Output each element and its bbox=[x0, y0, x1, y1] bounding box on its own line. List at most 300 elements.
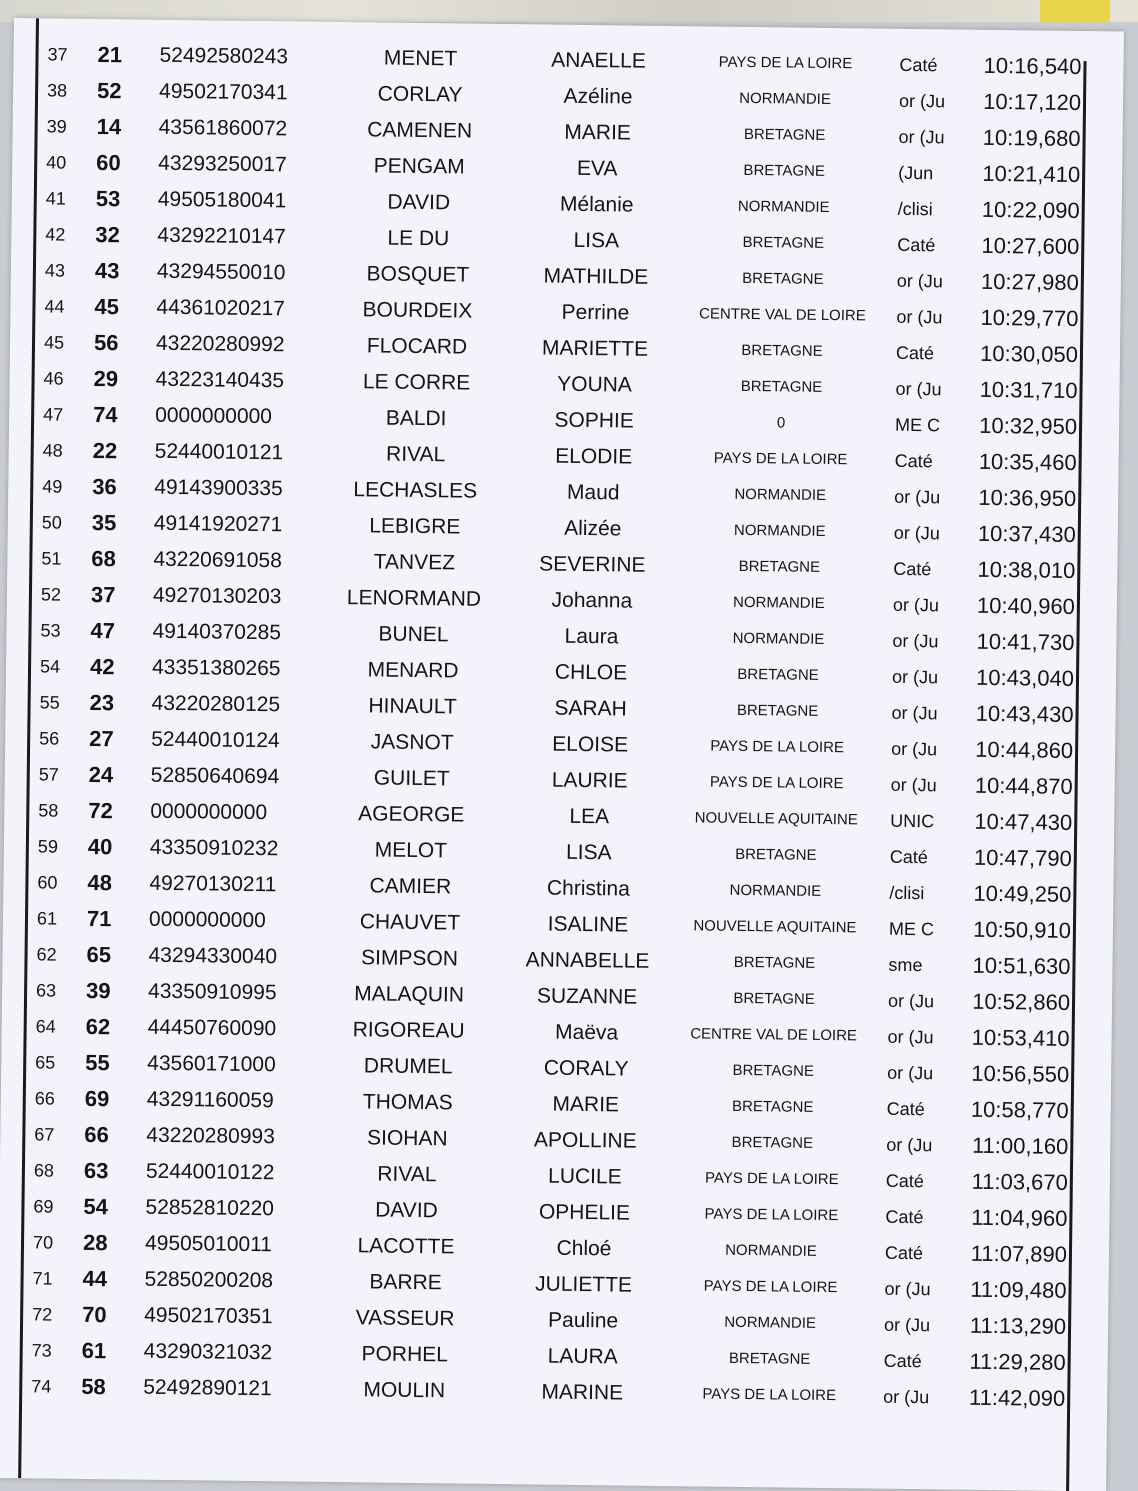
last-name-cell: LE CORRE bbox=[362, 370, 471, 395]
time-cell: 11:04,960 bbox=[971, 1204, 1068, 1231]
license-number-cell: 52850200208 bbox=[144, 1267, 274, 1293]
time-cell: 11:03,670 bbox=[971, 1168, 1069, 1195]
license-number-cell: 44361020217 bbox=[156, 295, 286, 321]
bib-number-cell: 71 bbox=[86, 905, 112, 932]
first-name-cell: MARIETTE bbox=[541, 336, 649, 361]
category-cell: ME C bbox=[888, 918, 935, 940]
bib-number-cell: 21 bbox=[97, 42, 123, 68]
last-name-cell: LENORMAND bbox=[346, 586, 482, 611]
category-cell: Caté bbox=[884, 1242, 924, 1264]
license-number-cell: 43220280125 bbox=[151, 691, 281, 717]
region-cell: NORMANDIE bbox=[729, 881, 822, 900]
region-cell: BRETAGNE bbox=[728, 1349, 811, 1368]
category-cell: Caté bbox=[883, 1350, 922, 1372]
category-cell: or (Ju bbox=[892, 630, 939, 652]
first-name-cell: MARIE bbox=[552, 1092, 620, 1117]
category-cell: or (Ju bbox=[892, 594, 940, 616]
last-name-cell: MALAQUIN bbox=[354, 982, 465, 1007]
license-number-cell: 52850640694 bbox=[150, 763, 280, 789]
first-name-cell: Johanna bbox=[551, 588, 633, 613]
last-name-cell: BOURDEIX bbox=[362, 298, 473, 323]
last-name-cell: MOULIN bbox=[363, 1378, 446, 1403]
time-cell: 11:42,090 bbox=[968, 1384, 1066, 1411]
region-cell: NORMANDIE bbox=[737, 197, 830, 216]
category-cell: Caté bbox=[894, 450, 933, 472]
category-cell: Caté bbox=[893, 558, 932, 580]
rank-cell: 53 bbox=[40, 620, 61, 641]
bib-number-cell: 72 bbox=[88, 797, 113, 824]
category-cell: or (Ju bbox=[891, 702, 938, 724]
license-number-cell: 0000000000 bbox=[155, 403, 273, 429]
time-cell: 11:29,280 bbox=[969, 1348, 1066, 1375]
license-number-cell: 49141920271 bbox=[153, 511, 283, 537]
last-name-cell: LE DU bbox=[387, 226, 450, 251]
category-cell: Caté bbox=[889, 846, 928, 868]
rank-cell: 57 bbox=[38, 764, 59, 785]
rank-cell: 41 bbox=[45, 188, 66, 209]
rank-cell: 44 bbox=[44, 296, 65, 317]
category-cell: or (Ju bbox=[887, 1062, 934, 1084]
last-name-cell: CORLAY bbox=[377, 82, 463, 107]
rank-cell: 63 bbox=[36, 980, 57, 1001]
bib-number-cell: 24 bbox=[88, 761, 114, 788]
last-name-cell: LEBIGRE bbox=[369, 514, 461, 539]
license-number-cell: 49270130211 bbox=[149, 871, 277, 897]
category-cell: (Jun bbox=[898, 162, 934, 184]
background-poster-strip bbox=[0, 0, 1138, 22]
last-name-cell: BALDI bbox=[385, 406, 447, 431]
category-cell: Caté bbox=[886, 1098, 925, 1120]
category-cell: or (Ju bbox=[887, 990, 935, 1012]
rank-cell: 51 bbox=[41, 548, 62, 569]
time-cell: 10:27,600 bbox=[981, 232, 1080, 260]
bib-number-cell: 68 bbox=[91, 545, 117, 572]
region-cell: BRETAGNE bbox=[738, 557, 821, 576]
first-name-cell: OPHELIE bbox=[538, 1200, 631, 1225]
rank-cell: 68 bbox=[33, 1160, 55, 1181]
time-cell: 10:49,250 bbox=[973, 880, 1072, 907]
license-number-cell: 43291160059 bbox=[146, 1087, 274, 1113]
region-cell: PAYS DE LA LOIRE bbox=[718, 53, 853, 73]
category-cell: or (Ju bbox=[896, 306, 943, 328]
time-cell: 10:16,540 bbox=[983, 52, 1082, 80]
rank-cell: 54 bbox=[39, 656, 61, 677]
license-number-cell: 49140370285 bbox=[152, 619, 282, 645]
time-cell: 10:32,950 bbox=[979, 412, 1078, 440]
bib-number-cell: 53 bbox=[95, 186, 121, 212]
rank-cell: 61 bbox=[36, 908, 58, 929]
license-number-cell: 0000000000 bbox=[150, 799, 268, 825]
rank-cell: 66 bbox=[34, 1088, 55, 1109]
time-cell: 10:41,730 bbox=[976, 628, 1075, 656]
license-number-cell: 43220691058 bbox=[153, 547, 283, 573]
time-cell: 10:47,430 bbox=[974, 808, 1073, 835]
last-name-cell: PORHEL bbox=[361, 1342, 449, 1367]
region-cell: PAYS DE LA LOIRE bbox=[710, 737, 845, 757]
last-name-cell: BARRE bbox=[369, 1270, 442, 1295]
time-cell: 10:27,980 bbox=[980, 268, 1080, 296]
time-cell: 10:17,120 bbox=[983, 88, 1082, 116]
category-cell: or (Ju bbox=[883, 1386, 930, 1408]
license-number-cell: 44450760090 bbox=[147, 1015, 277, 1041]
time-cell: 10:44,870 bbox=[974, 772, 1073, 799]
results-table bbox=[0, 36, 1124, 1417]
time-cell: 10:44,860 bbox=[975, 736, 1074, 763]
bib-number-cell: 45 bbox=[94, 294, 120, 320]
license-number-cell: 52440010124 bbox=[151, 727, 280, 753]
time-cell: 11:09,480 bbox=[970, 1276, 1067, 1303]
first-name-cell: SOPHIE bbox=[554, 408, 634, 433]
license-number-cell: 43351380265 bbox=[151, 655, 281, 681]
rank-cell: 64 bbox=[35, 1016, 56, 1037]
license-number-cell: 49505180041 bbox=[157, 187, 287, 213]
license-number-cell: 52440010121 bbox=[154, 439, 284, 465]
time-cell: 10:38,010 bbox=[977, 556, 1076, 584]
region-cell: BRETAGNE bbox=[742, 269, 824, 288]
first-name-cell: MARIE bbox=[564, 120, 632, 145]
category-cell: or (Ju bbox=[884, 1278, 931, 1300]
category-cell: Caté bbox=[885, 1170, 925, 1192]
rank-cell: 65 bbox=[35, 1052, 56, 1073]
category-cell: ME C bbox=[894, 414, 941, 436]
category-cell: Caté bbox=[895, 342, 935, 364]
last-name-cell: BOSQUET bbox=[366, 262, 470, 287]
last-name-cell: FLOCARD bbox=[366, 334, 468, 359]
last-name-cell: MELOT bbox=[374, 838, 448, 863]
first-name-cell: APOLLINE bbox=[533, 1128, 637, 1153]
rank-cell: 69 bbox=[33, 1196, 54, 1217]
last-name-cell: PENGAM bbox=[373, 154, 465, 179]
time-cell: 10:35,460 bbox=[978, 448, 1077, 476]
region-cell: BRETAGNE bbox=[732, 1061, 814, 1080]
bib-number-cell: 55 bbox=[85, 1049, 110, 1076]
license-number-cell: 49502170341 bbox=[158, 79, 288, 105]
license-number-cell: 52492580243 bbox=[159, 43, 289, 69]
rank-cell: 58 bbox=[38, 800, 59, 821]
category-cell: /clisi bbox=[897, 198, 933, 220]
time-cell: 10:29,770 bbox=[980, 304, 1079, 332]
bib-number-cell: 69 bbox=[84, 1085, 110, 1112]
rank-cell: 43 bbox=[44, 260, 66, 281]
category-cell: or (Ju bbox=[891, 738, 938, 760]
region-cell: BRETAGNE bbox=[733, 989, 815, 1008]
region-cell: NORMANDIE bbox=[739, 89, 831, 108]
last-name-cell: LACOTTE bbox=[357, 1234, 455, 1259]
time-cell: 10:50,910 bbox=[972, 916, 1072, 943]
region-cell: BRETAGNE bbox=[742, 233, 825, 252]
last-name-cell: AGEORGE bbox=[358, 802, 465, 827]
category-cell: or (Ju bbox=[887, 1026, 934, 1048]
license-number-cell: 52492890121 bbox=[143, 1375, 272, 1401]
last-name-cell: DAVID bbox=[387, 190, 451, 215]
license-number-cell: 49502170351 bbox=[144, 1303, 273, 1329]
rank-cell: 70 bbox=[32, 1232, 54, 1253]
region-cell: NORMANDIE bbox=[732, 629, 825, 648]
first-name-cell: Maud bbox=[566, 480, 620, 505]
category-cell: or (Ju bbox=[898, 126, 945, 148]
region-cell: NORMANDIE bbox=[734, 485, 827, 504]
first-name-cell: ANNABELLE bbox=[525, 948, 650, 973]
bib-number-cell: 28 bbox=[82, 1229, 108, 1256]
last-name-cell: DRUMEL bbox=[363, 1054, 453, 1079]
bib-number-cell: 37 bbox=[90, 581, 116, 608]
last-name-cell: CAMIER bbox=[369, 874, 452, 899]
first-name-cell: SEVERINE bbox=[539, 552, 646, 577]
region-cell: BRETAGNE bbox=[736, 701, 819, 720]
bib-number-cell: 63 bbox=[83, 1157, 109, 1184]
first-name-cell: ELODIE bbox=[555, 444, 633, 469]
time-cell: 11:07,890 bbox=[970, 1240, 1068, 1267]
last-name-cell: CAMENEN bbox=[367, 118, 473, 143]
first-name-cell: YOUNA bbox=[557, 372, 633, 397]
region-cell: 0 bbox=[776, 414, 786, 432]
time-cell: 11:13,290 bbox=[969, 1312, 1067, 1339]
license-number-cell: 43294330040 bbox=[148, 943, 278, 969]
license-number-cell: 43292210147 bbox=[157, 223, 286, 249]
license-number-cell: 43223140435 bbox=[155, 367, 285, 393]
category-cell: or (Ju bbox=[883, 1314, 931, 1336]
time-cell: 10:30,050 bbox=[979, 340, 1079, 368]
first-name-cell: ISALINE bbox=[547, 912, 629, 937]
time-cell: 10:43,430 bbox=[975, 700, 1074, 727]
category-cell: or (Ju bbox=[896, 270, 943, 292]
last-name-cell: RIGOREAU bbox=[352, 1018, 465, 1043]
region-cell: BRETAGNE bbox=[737, 665, 819, 684]
license-number-cell: 43561860072 bbox=[158, 115, 288, 141]
bib-number-cell: 74 bbox=[93, 401, 118, 428]
time-cell: 10:36,950 bbox=[978, 484, 1077, 512]
category-cell: or (Ju bbox=[893, 522, 940, 544]
time-cell: 10:19,680 bbox=[982, 124, 1081, 152]
time-cell: 10:58,770 bbox=[970, 1096, 1069, 1123]
category-cell: or (Ju bbox=[886, 1134, 933, 1156]
region-cell: CENTRE VAL DE LOIRE bbox=[698, 305, 866, 325]
last-name-cell: MENET bbox=[383, 46, 458, 71]
license-number-cell: 43220280993 bbox=[146, 1123, 275, 1149]
license-number-cell: 43293250017 bbox=[158, 151, 287, 177]
rank-cell: 60 bbox=[37, 872, 58, 893]
rank-cell: 62 bbox=[36, 944, 57, 965]
rank-cell: 42 bbox=[45, 224, 66, 245]
bib-number-cell: 35 bbox=[91, 509, 117, 536]
region-cell: PAYS DE LA LOIRE bbox=[703, 1277, 838, 1297]
bib-number-cell: 62 bbox=[85, 1013, 111, 1040]
bib-number-cell: 61 bbox=[81, 1337, 107, 1364]
first-name-cell: Chloé bbox=[556, 1236, 612, 1261]
time-cell: 10:53,410 bbox=[971, 1024, 1070, 1051]
rank-cell: 52 bbox=[40, 584, 62, 605]
rank-cell: 40 bbox=[46, 152, 67, 173]
first-name-cell: ELOISE bbox=[552, 732, 629, 757]
bib-number-cell: 60 bbox=[96, 150, 121, 176]
last-name-cell: DAVID bbox=[375, 1198, 438, 1223]
first-name-cell: CHLOE bbox=[554, 660, 628, 685]
time-cell: 10:47,790 bbox=[973, 844, 1072, 871]
license-number-cell: 43560171000 bbox=[147, 1051, 276, 1077]
first-name-cell: Perrine bbox=[561, 300, 630, 325]
rank-cell: 46 bbox=[43, 368, 64, 389]
first-name-cell: Pauline bbox=[547, 1308, 619, 1333]
first-name-cell: Christina bbox=[546, 876, 630, 901]
bib-number-cell: 43 bbox=[94, 258, 120, 284]
bib-number-cell: 39 bbox=[85, 977, 111, 1004]
time-cell: 10:22,090 bbox=[981, 196, 1080, 224]
time-cell: 10:21,410 bbox=[982, 160, 1081, 188]
bib-number-cell: 70 bbox=[82, 1301, 107, 1328]
last-name-cell: MENARD bbox=[367, 658, 459, 683]
first-name-cell: LEA bbox=[569, 804, 610, 829]
region-cell: NOUVELLE AQUITAINE bbox=[694, 809, 858, 829]
region-cell: CENTRE VAL DE LOIRE bbox=[690, 1025, 858, 1045]
category-cell: or (Ju bbox=[894, 486, 941, 508]
license-number-cell: 43290321032 bbox=[143, 1339, 273, 1365]
region-cell: PAYS DE LA LOIRE bbox=[704, 1205, 839, 1225]
license-number-cell: 49143900335 bbox=[154, 475, 283, 501]
region-cell: BRETAGNE bbox=[740, 377, 823, 396]
region-cell: PAYS DE LA LOIRE bbox=[702, 1385, 837, 1405]
first-name-cell: LISA bbox=[573, 228, 620, 253]
first-name-cell: MARINE bbox=[541, 1380, 624, 1405]
last-name-cell: HINAULT bbox=[368, 694, 457, 719]
rank-cell: 55 bbox=[39, 692, 60, 713]
time-cell: 10:40,960 bbox=[976, 592, 1076, 620]
time-cell: 10:56,550 bbox=[971, 1060, 1070, 1087]
rank-cell: 38 bbox=[46, 80, 68, 101]
region-cell: BRETAGNE bbox=[735, 845, 817, 864]
first-name-cell: Azéline bbox=[563, 84, 633, 109]
first-name-cell: LUCILE bbox=[547, 1164, 622, 1189]
time-cell: 10:52,860 bbox=[972, 988, 1071, 1015]
first-name-cell: JULIETTE bbox=[534, 1272, 633, 1297]
first-name-cell: ANAELLE bbox=[551, 48, 646, 73]
time-cell: 10:43,040 bbox=[975, 664, 1075, 691]
last-name-cell: TANVEZ bbox=[373, 550, 456, 575]
bib-number-cell: 66 bbox=[84, 1121, 110, 1148]
first-name-cell: CORALY bbox=[543, 1056, 629, 1081]
region-cell: BRETAGNE bbox=[733, 953, 816, 972]
bib-number-cell: 23 bbox=[89, 689, 115, 716]
time-cell: 10:51,630 bbox=[972, 952, 1071, 979]
bib-number-cell: 29 bbox=[93, 366, 119, 392]
category-cell: /clisi bbox=[889, 882, 925, 904]
license-number-cell: 49270130203 bbox=[152, 583, 282, 609]
license-number-cell: 49505010011 bbox=[144, 1231, 273, 1257]
first-name-cell: LAURA bbox=[547, 1344, 618, 1369]
rank-cell: 49 bbox=[42, 476, 63, 497]
rank-cell: 45 bbox=[43, 332, 65, 353]
last-name-cell: VASSEUR bbox=[355, 1306, 455, 1331]
category-cell: Caté bbox=[897, 234, 936, 256]
first-name-cell: Mélanie bbox=[559, 192, 634, 217]
category-cell: or (Ju bbox=[898, 90, 946, 112]
results-sheet bbox=[0, 18, 1124, 1491]
rank-cell: 74 bbox=[31, 1376, 52, 1397]
first-name-cell: Laura bbox=[564, 624, 619, 649]
first-name-cell: LAURIE bbox=[551, 768, 628, 793]
last-name-cell: SIOHAN bbox=[366, 1126, 448, 1151]
bib-number-cell: 42 bbox=[89, 653, 115, 680]
region-cell: PAYS DE LA LOIRE bbox=[704, 1169, 839, 1189]
poster-banner-fragment bbox=[430, 0, 750, 20]
yellow-poster-fragment bbox=[1040, 0, 1110, 22]
bib-number-cell: 32 bbox=[95, 222, 120, 248]
category-cell: or (Ju bbox=[891, 666, 939, 688]
time-cell: 11:00,160 bbox=[971, 1132, 1069, 1159]
last-name-cell: BUNEL bbox=[378, 622, 449, 647]
category-cell: Caté bbox=[885, 1206, 924, 1228]
rank-cell: 72 bbox=[32, 1304, 53, 1325]
first-name-cell: SARAH bbox=[554, 696, 627, 721]
bib-number-cell: 58 bbox=[81, 1373, 106, 1400]
category-cell: or (Ju bbox=[895, 378, 942, 400]
region-cell: PAYS DE LA LOIRE bbox=[713, 449, 848, 469]
rank-cell: 56 bbox=[39, 728, 60, 749]
bib-number-cell: 56 bbox=[93, 330, 119, 356]
region-cell: BRETAGNE bbox=[731, 1133, 814, 1152]
last-name-cell: JASNOT bbox=[370, 730, 454, 755]
license-number-cell: 52852810220 bbox=[145, 1195, 275, 1221]
license-number-cell: 0000000000 bbox=[148, 907, 266, 933]
first-name-cell: MATHILDE bbox=[543, 264, 649, 289]
rank-cell: 48 bbox=[42, 440, 63, 461]
rank-cell: 37 bbox=[47, 44, 68, 65]
region-cell: BRETAGNE bbox=[741, 341, 823, 360]
last-name-cell: RIVAL bbox=[377, 1162, 437, 1187]
region-cell: NORMANDIE bbox=[733, 521, 826, 540]
region-cell: BRETAGNE bbox=[731, 1097, 814, 1116]
bib-number-cell: 27 bbox=[89, 725, 114, 752]
license-number-cell: 43220280992 bbox=[155, 331, 285, 357]
bib-number-cell: 48 bbox=[87, 869, 113, 896]
bib-number-cell: 14 bbox=[96, 114, 122, 140]
rank-cell: 39 bbox=[46, 116, 67, 137]
rank-cell: 59 bbox=[37, 836, 59, 857]
last-name-cell: RIVAL bbox=[385, 442, 446, 467]
rank-cell: 67 bbox=[34, 1124, 55, 1145]
bib-number-cell: 54 bbox=[83, 1193, 109, 1220]
bib-number-cell: 22 bbox=[92, 437, 118, 464]
category-cell: or (Ju bbox=[890, 774, 937, 796]
time-cell: 10:31,710 bbox=[979, 376, 1078, 404]
rank-cell: 71 bbox=[32, 1268, 53, 1289]
rank-cell: 47 bbox=[43, 404, 64, 425]
first-name-cell: Alizée bbox=[564, 516, 622, 541]
bib-number-cell: 40 bbox=[87, 833, 113, 860]
license-number-cell: 43350910232 bbox=[149, 835, 279, 861]
first-name-cell: LISA bbox=[565, 840, 612, 865]
rank-cell: 50 bbox=[41, 512, 62, 533]
license-number-cell: 43350910995 bbox=[147, 979, 277, 1005]
region-cell: PAYS DE LA LOIRE bbox=[709, 773, 844, 793]
time-cell: 10:37,430 bbox=[977, 520, 1076, 548]
bib-number-cell: 36 bbox=[92, 473, 117, 500]
region-cell: NORMANDIE bbox=[732, 593, 825, 612]
category-cell: sme bbox=[888, 954, 923, 976]
bib-number-cell: 47 bbox=[90, 617, 116, 644]
last-name-cell: THOMAS bbox=[362, 1090, 453, 1115]
bib-number-cell: 44 bbox=[82, 1265, 108, 1292]
first-name-cell: Maëva bbox=[554, 1020, 619, 1045]
bib-number-cell: 65 bbox=[86, 941, 112, 968]
category-cell: UNIC bbox=[890, 810, 935, 832]
first-name-cell: EVA bbox=[576, 156, 618, 181]
last-name-cell: SIMPSON bbox=[360, 946, 459, 971]
license-number-cell: 52440010122 bbox=[145, 1159, 275, 1185]
last-name-cell: GUILET bbox=[373, 766, 450, 791]
region-cell: NOUVELLE AQUITAINE bbox=[693, 917, 857, 937]
last-name-cell: LECHASLES bbox=[353, 478, 478, 503]
first-name-cell: SUZANNE bbox=[536, 984, 638, 1009]
